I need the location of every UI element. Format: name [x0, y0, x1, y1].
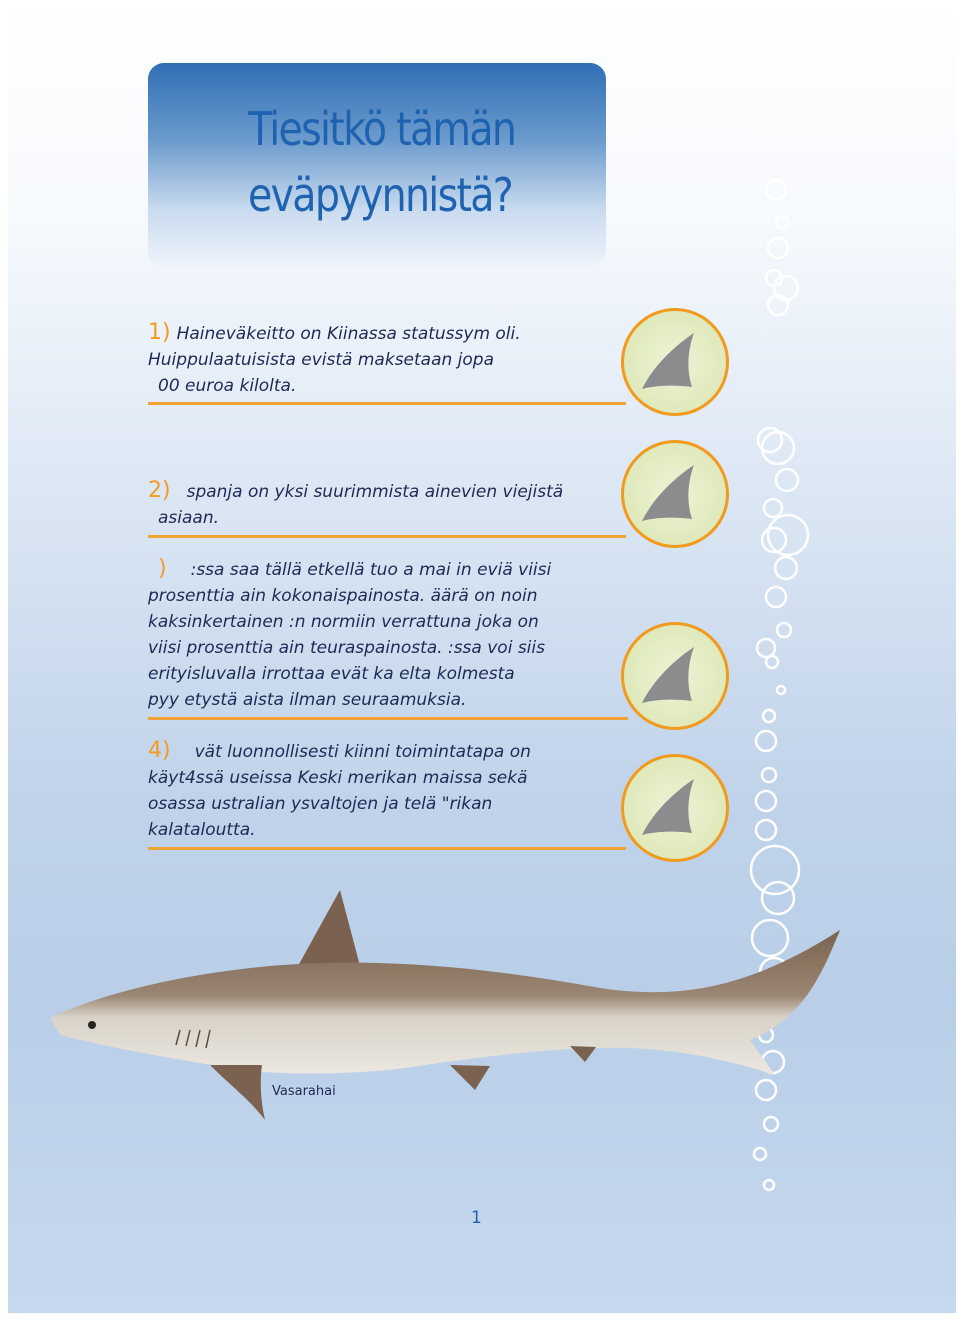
fact-line: vät luonnollisesti kiinni toimintatapa on — [194, 742, 531, 762]
fact-line: 00 euroa kilolta. — [158, 376, 297, 396]
fact-line: viisi prosenttia ain teuraspainosta. :ssa voi siis — [148, 638, 545, 658]
fact-line: osassa ustralian ysvaltojen ja telä "rikan — [148, 794, 493, 814]
fact-line: Huippulaatuisista evistä maksetaan jopa — [148, 350, 495, 370]
fact-number: 4) — [148, 738, 171, 763]
hammerhead-shark-illustration — [30, 870, 880, 1130]
page-number: 1 — [471, 1208, 482, 1228]
fact-line: käyt4ssä useissa Keski merikan maissa sekä — [148, 768, 528, 788]
fact-line: Haineväkeitto on Kiinassa statussym oli. — [176, 324, 521, 344]
fact-line: :ssa saa tällä etkellä tuo a mai in eviä viisi — [190, 560, 552, 580]
fact-line: erityisluvalla irrottaa evät ka elta kolmesta — [148, 664, 515, 684]
fact-line: prosenttia ain kokonaispainosta. äärä on noin — [148, 586, 538, 606]
fact-line: kaksinkertainen :n normiin verrattuna joka on — [148, 612, 539, 632]
fact-line: spanja on yksi suurimmista ainevien viejistä — [186, 482, 564, 502]
fact-line: asiaan. — [158, 508, 220, 528]
fact-number: ) — [158, 556, 167, 581]
fact-number: 1) — [148, 320, 171, 345]
fact-line: kalataloutta. — [148, 820, 256, 840]
title-line-2: eväpyynnistä? — [248, 168, 513, 222]
fact-line: pyy etystä aista ilman seuraamuksia. — [148, 690, 467, 710]
shark-caption: Vasarahai — [272, 1084, 336, 1099]
title-line-1: Tiesitkö tämän — [248, 102, 516, 156]
fact-number: 2) — [148, 478, 171, 503]
